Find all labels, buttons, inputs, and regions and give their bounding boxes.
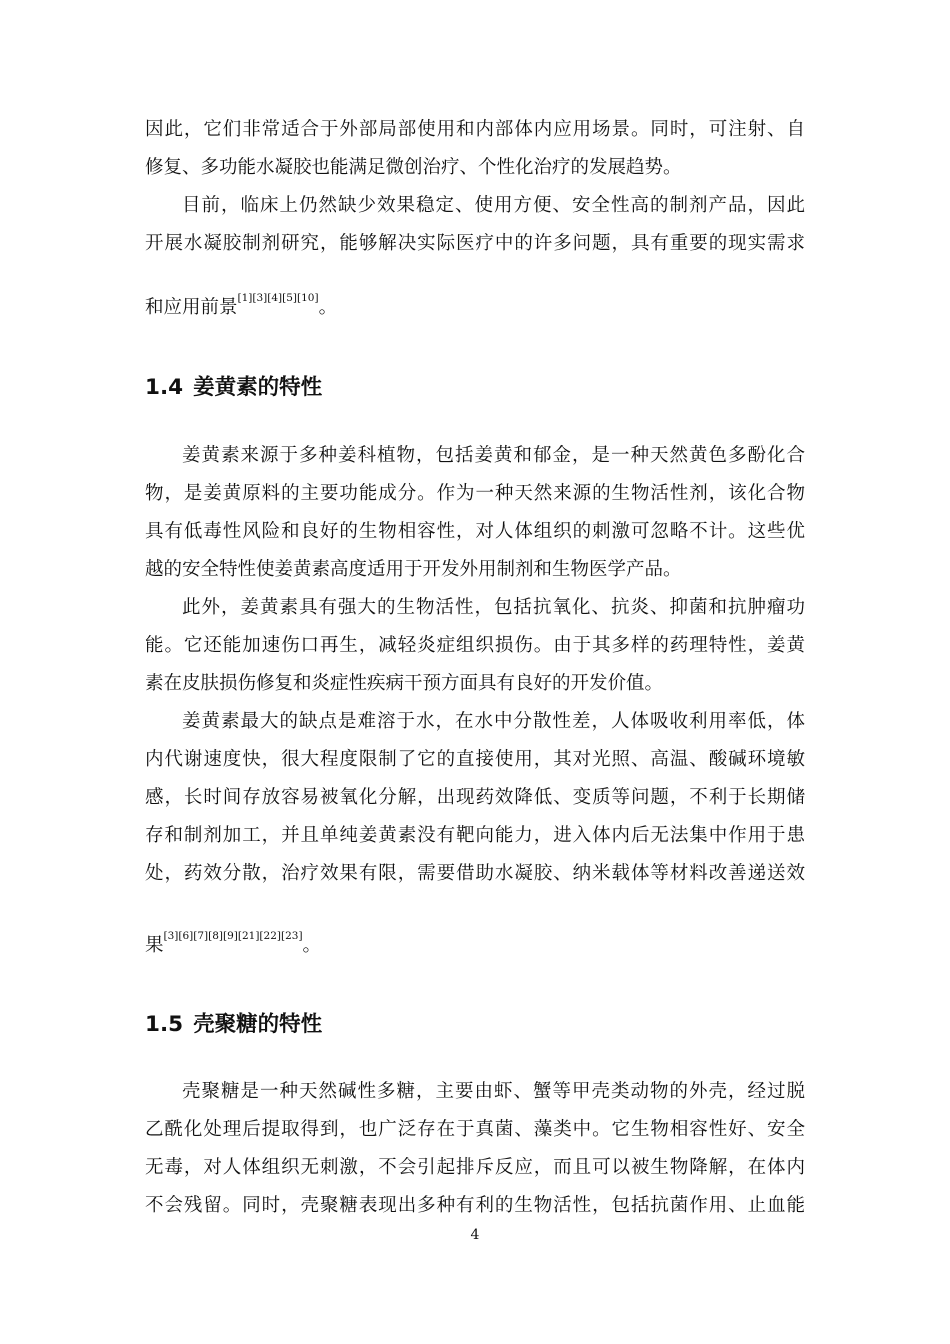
paragraph-line: 目前，临床上仍然缺少效果稳定、使用方便、安全性高的制剂产品，因此 <box>182 195 805 216</box>
citation-reference: [3][6][7][8][9][21][22][23] <box>163 930 303 942</box>
section-title: 姜黄素的特性 <box>193 375 323 400</box>
paragraph-line: 物，是姜黄原料的主要功能成分。作为一种天然来源的生物活性剂，该化合物 <box>145 483 805 504</box>
paragraph-line: 处，药效分散，治疗效果有限，需要借助水凝胶、纳米载体等材料改善递送效 <box>145 863 805 884</box>
citation-line <box>145 292 805 320</box>
line-text: 果 <box>145 935 164 956</box>
paragraph-line: 壳聚糖是一种天然碱性多糖，主要由虾、蟹等甲壳类动物的外壳，经过脱 <box>182 1081 805 1102</box>
section-number: 1.4 <box>145 375 184 400</box>
paragraph-line: 姜黄素最大的缺点是难溶于水，在水中分散性差，人体吸收利用率低，体 <box>182 711 805 732</box>
paragraph-line: 能。它还能加速伤口再生，减轻炎症组织损伤。由于其多样的药理特性，姜黄 <box>145 635 805 656</box>
line-end: 。 <box>302 935 322 956</box>
paragraph-line: 修复、多功能水凝胶也能满足微创治疗、个性化治疗的发展趋势。 <box>145 157 682 178</box>
paragraph-line: 乙酰化处理后提取得到，也广泛存在于真菌、藻类中。它生物相容性好、安全 <box>145 1119 805 1140</box>
paragraph-line: 内代谢速度快，很大程度限制了它的直接使用，其对光照、高温、酸碱环境敏 <box>145 749 805 770</box>
paragraph-line: 开展水凝胶制剂研究，能够解决实际医疗中的许多问题，具有重要的现实需求 <box>145 233 805 254</box>
paragraph-line: 具有低毒性风险和良好的生物相容性，对人体组织的刺激可忽略不计。这些优 <box>145 521 805 542</box>
citation-reference: [1][3][4][5][10] <box>237 292 319 304</box>
paragraph-line: 姜黄素来源于多种姜科植物，包括姜黄和郁金，是一种天然黄色多酚化合 <box>182 445 805 466</box>
paragraph-line: 感，长时间存放容易被氧化分解，出现药效降低、变质等问题，不利于长期储 <box>145 787 805 808</box>
section-heading <box>145 1011 322 1039</box>
paragraph-line: 越的安全特性使姜黄素高度适用于开发外用制剂和生物医学产品。 <box>145 559 682 580</box>
paragraph-line: 不会残留。同时，壳聚糖表现出多种有利的生物活性，包括抗菌作用、止血能 <box>145 1195 805 1216</box>
paragraph-line: 此外，姜黄素具有强大的生物活性，包括抗氧化、抗炎、抑菌和抗肿瘤功 <box>182 597 805 618</box>
page-number: 4 <box>470 1227 480 1243</box>
line-end: 。 <box>318 297 338 318</box>
paragraph-line: 存和制剂加工，并且单纯姜黄素没有靶向能力，进入体内后无法集中作用于患 <box>145 825 805 846</box>
section-heading <box>145 374 322 402</box>
section-number: 1.5 <box>145 1012 184 1037</box>
paragraph-line: 无毒，对人体组织无刺激，不会引起排斥反应，而且可以被生物降解，在体内 <box>145 1157 805 1178</box>
paragraph-line: 素在皮肤损伤修复和炎症性疾病干预方面具有良好的开发价值。 <box>145 673 664 694</box>
paragraph-line: 因此，它们非常适合于外部局部使用和内部体内应用场景。同时，可注射、自 <box>145 119 805 140</box>
citation-line <box>145 930 805 958</box>
section-title: 壳聚糖的特性 <box>193 1012 323 1037</box>
line-text: 和应用前景 <box>145 297 238 318</box>
